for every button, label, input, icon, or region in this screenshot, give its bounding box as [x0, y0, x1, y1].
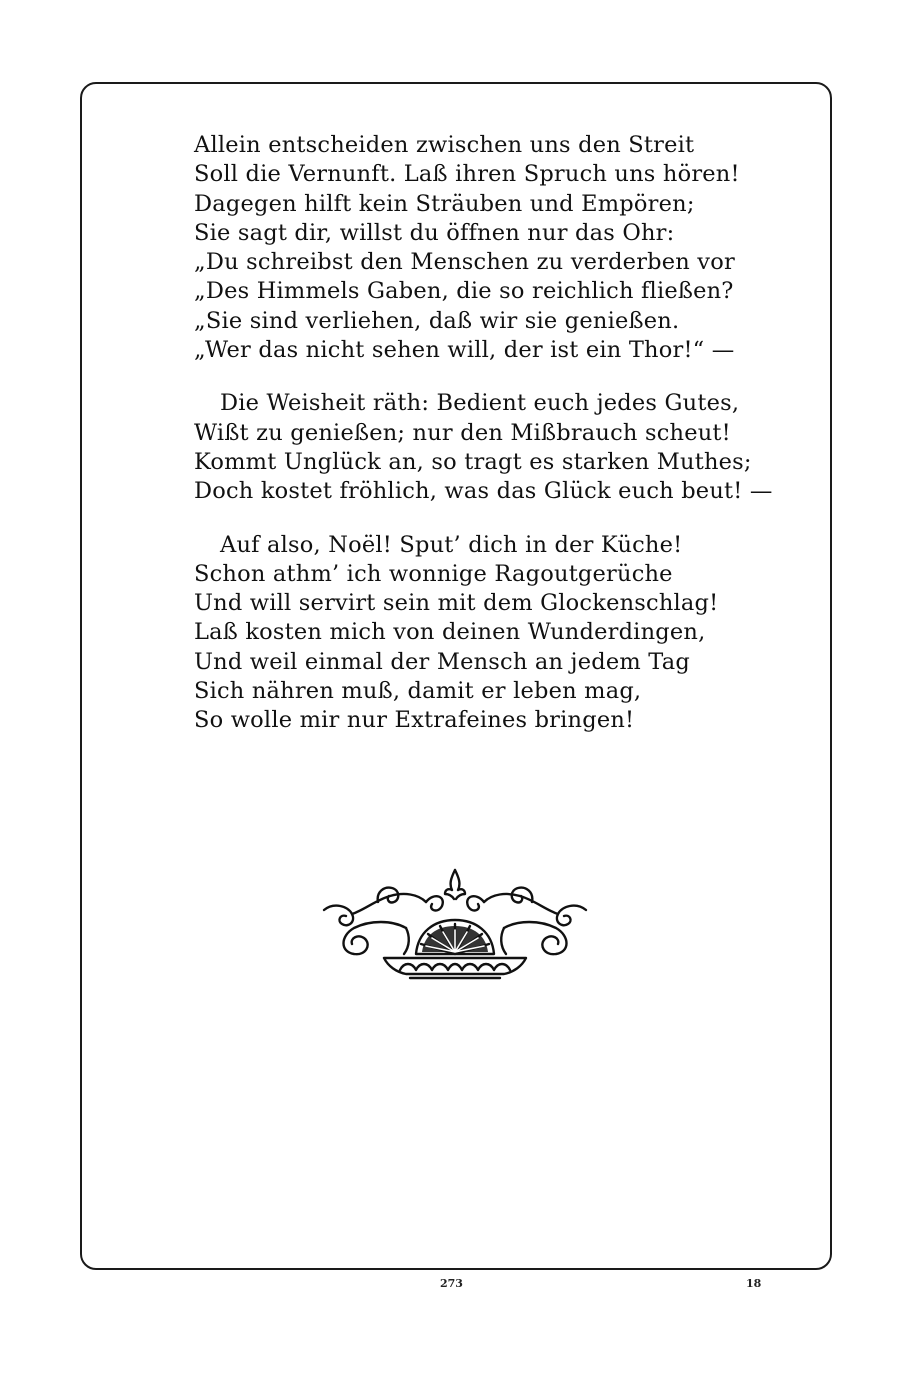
stanza-2	[194, 389, 773, 506]
poem-line: Sie sagt dir, willst du öffnen nur das Ohr:	[194, 219, 675, 246]
page-number: 273	[440, 1277, 463, 1290]
poem-line: Doch kostet fröhlich, was das Glück euch beut! —	[194, 478, 773, 505]
poem-line: Sich nähren muß, damit er leben mag,	[194, 678, 642, 705]
poem-line: Und will servirt sein mit dem Glockenschlag!	[194, 590, 719, 617]
poem-line: „Du schreibst den Menschen zu verderben vor	[194, 249, 735, 276]
poem-line: Dagegen hilft kein Sträuben und Empören;	[194, 190, 695, 217]
poem-line: So wolle mir nur Extrafeines bringen!	[194, 707, 635, 734]
poem-line: Allein entscheiden zwischen uns den Streit	[194, 132, 695, 158]
poem-line: Die Weisheit räth: Bedient euch jedes Gutes,	[220, 390, 740, 417]
poem-line: Und weil einmal der Mensch an jedem Tag	[194, 648, 690, 675]
poem-line: „Wer das nicht sehen will, der ist ein Thor!“ —	[194, 337, 735, 364]
poem-line: Auf also, Noël! Sput’ dich in der Küche!	[220, 531, 683, 558]
poem-line: Soll die Vernunft. Laß ihren Spruch uns hören!	[194, 161, 740, 188]
baroque-shell-vignette-icon	[318, 866, 592, 986]
stanza-3	[194, 531, 754, 736]
poem-line: Wißt zu genießen; nur den Mißbrauch scheut!	[194, 419, 731, 446]
signature-mark: 18	[746, 1277, 762, 1290]
poem-line: „Des Himmels Gaben, die so reichlich fließen?	[194, 278, 734, 305]
poem-line: Laß kosten mich von deinen Wunderdingen,	[194, 619, 706, 646]
poem-line: Schon athm’ ich wonnige Ragoutgerüche	[194, 560, 673, 587]
stanza-1	[194, 131, 754, 365]
poem	[194, 131, 773, 760]
poem-line: „Sie sind verliehen, daß wir sie genießen.	[194, 307, 680, 334]
poem-line: Kommt Unglück an, so tragt es starken Muthes;	[194, 448, 752, 475]
